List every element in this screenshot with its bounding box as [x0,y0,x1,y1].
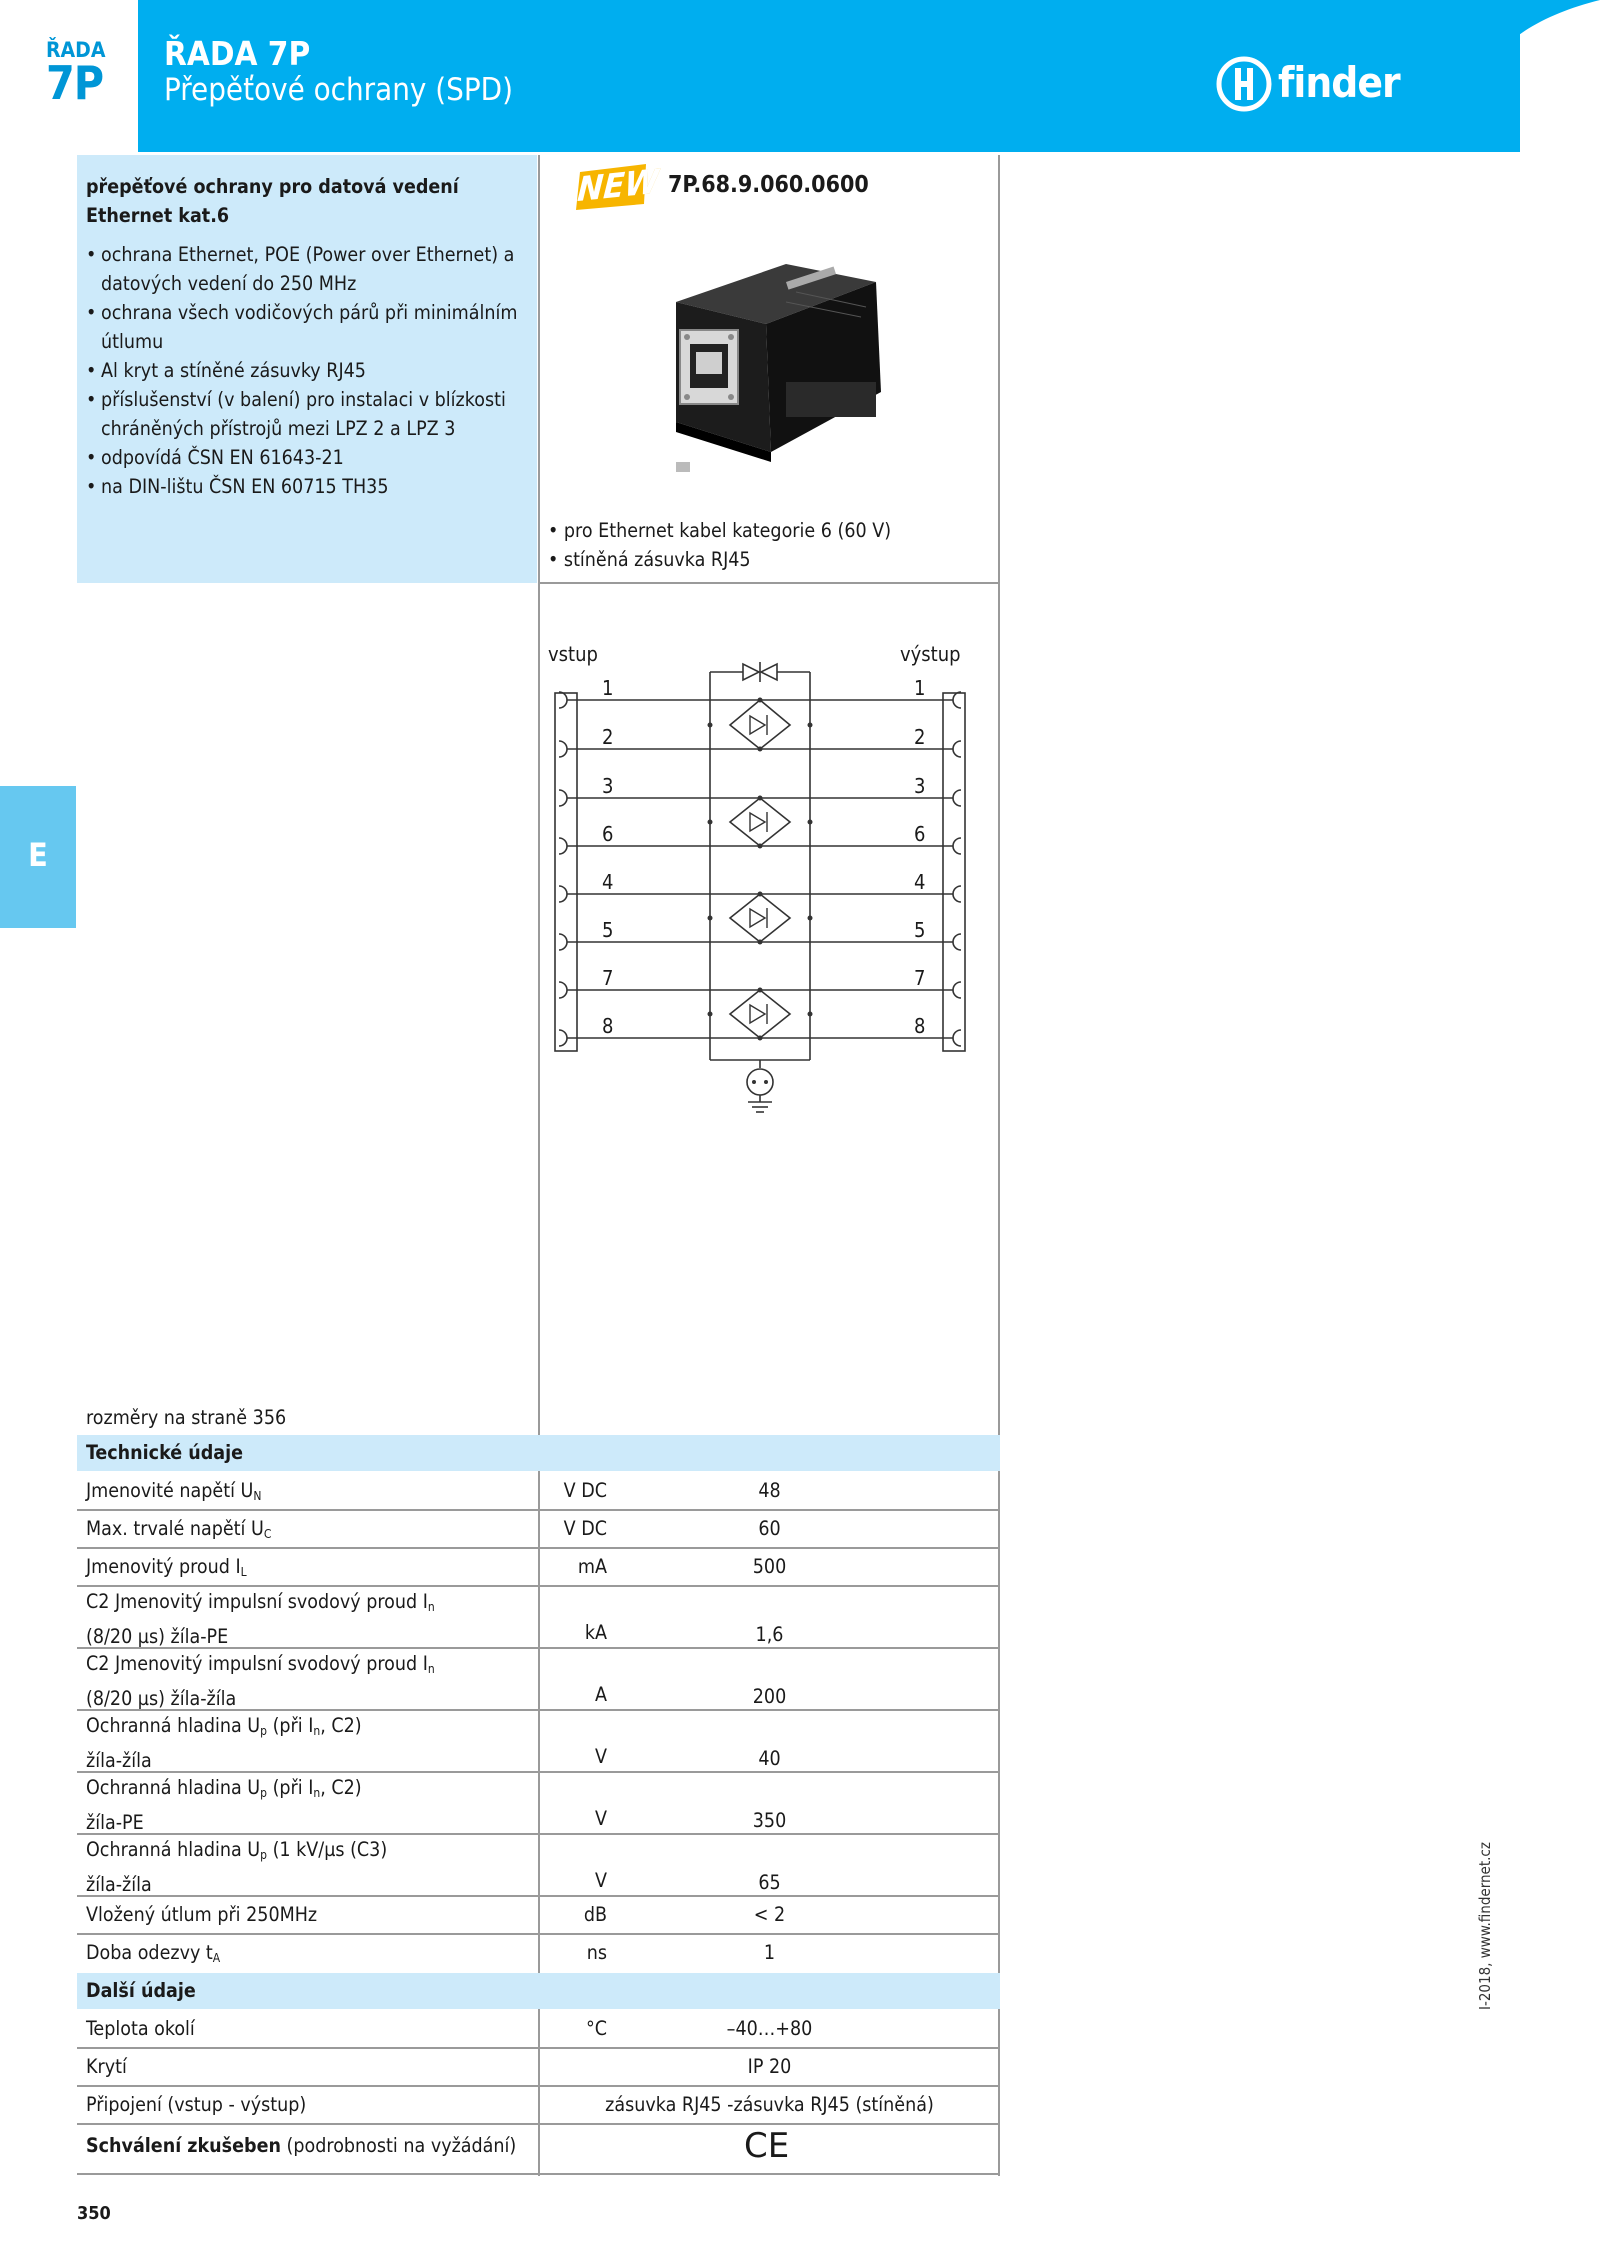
table-row [77,1511,1000,1549]
row-label: Ochranná hladina $U_p$ (při $I_n$, C2) žíla-PE [86,1776,362,1834]
series-label-big: 7P [46,56,104,110]
pin-label-left: 7 [602,966,614,990]
row-value: 65 [758,1871,781,1894]
row-unit: mA [577,1555,607,1578]
table-row [77,1897,1000,1935]
pin-label-left: 8 [602,1014,614,1038]
row-unit: V [595,1807,607,1830]
row-value: < 2 [753,1903,786,1926]
row-value: –40…+80 [726,2017,813,2040]
column-separator [538,582,1000,584]
pin-label-right: 8 [914,1014,926,1038]
row-label: Doba odezvy $t_A$ [86,1941,221,1965]
pin-label-right: 2 [914,725,926,749]
row-unit: V [595,1869,607,1892]
row-value: 350 [752,1809,787,1832]
row-label: Teplota okolí [86,2017,195,2040]
section-header-other: Další údaje [77,1973,1000,2009]
pin-label-right: 7 [914,966,926,990]
pin-label-left: 2 [602,725,614,749]
feature-item: • ochrana Ethernet, POE (Power over Ethernet) a datových vedení do 250 MHz [86,243,515,295]
row-unit: dB [583,1903,607,1926]
table-row [77,2049,1000,2087]
product-photo [636,262,886,492]
row-unit: °C [585,2017,607,2040]
row-value: 500 [752,1555,787,1578]
table-row [77,1649,1000,1711]
pin-label-left: 1 [602,676,614,700]
pin-label-left: 5 [602,918,614,942]
page-number: 350 [77,2203,111,2224]
row-label: Připojení (vstup - výstup) [86,2093,307,2116]
table-row [77,1549,1000,1587]
row-value: 1 [763,1941,776,1964]
pin-label-right: 4 [914,870,926,894]
table-row [77,1711,1000,1773]
approvals-label: Schválení zkušeben (podrobnosti na vyžádání) [86,2134,517,2157]
input-label: vstup [548,642,598,666]
feature-item: • ochrana všech vodičových párů při minimálním útlumu [86,301,518,353]
page-subtitle: Přepěťové ochrany (SPD) [164,72,514,108]
pin-label-left: 4 [602,870,614,894]
side-footer-text: I-2018, www.findernet.cz [1476,1842,1494,2010]
pin-label-right: 6 [914,822,926,846]
table-row [77,1587,1000,1649]
product-code: 7P.68.9.060.0600 [668,172,869,198]
row-value: IP 20 [747,2055,792,2078]
feature-item: • odpovídá ČSN EN 61643-21 [86,446,344,469]
output-label: výstup [900,642,961,666]
finder-logo-icon [1216,56,1272,112]
row-value: zásuvka RJ45 -zásuvka RJ45 (stíněná) [605,2093,934,2116]
table-row [77,2011,1000,2049]
feature-item: • na DIN-lištu ČSN EN 60715 TH35 [86,475,389,498]
pin-label-right: 5 [914,918,926,942]
pin-label-right: 3 [914,774,926,798]
row-label: C2 Jmenovitý impulsní svodový proud $I_n$ (8/20 µs) žíla-žíla [86,1652,435,1710]
table-row [77,2087,1000,2125]
row-label: Ochranná hladina $U_p$ (1 kV/µs (C3) žíla-žíla [86,1838,388,1896]
product-feature-item: • stíněná zásuvka RJ45 [548,548,751,571]
row-label: Vložený útlum při 250MHz [86,1903,318,1926]
pin-label-right: 1 [914,676,926,700]
table-row [77,1935,1000,1971]
table-row [77,1835,1000,1897]
row-label: Max. trvalé napětí $U_C$ [86,1517,272,1541]
row-value: 60 [758,1517,781,1540]
feature-item: • Al kryt a stíněné zásuvky RJ45 [86,359,366,382]
row-unit: V DC [563,1517,607,1540]
intro-heading: přepěťové ochrany pro datová vedení Ethernet kat.6 [86,175,459,227]
feature-item: • příslušenství (v balení) pro instalaci v blízkosti chráněných přístrojů mezi LPZ 2 a LPZ 3 [86,388,506,440]
row-unit: ns [586,1941,607,1964]
row-unit: kA [584,1621,607,1644]
pin-label-left: 3 [602,774,614,798]
section-tab-label: E [28,836,48,874]
ce-mark-icon: CE [744,2126,790,2166]
row-value: 48 [758,1479,781,1502]
new-badge: NEW [576,161,661,211]
dimensions-note: rozměry na straně 356 [86,1406,287,1429]
pin-label-left: 6 [602,822,614,846]
row-label: Jmenovité napětí $U_N$ [86,1479,262,1503]
series-label-small: ŘADA [46,38,106,62]
row-value: 1,6 [755,1623,784,1646]
logo-text: finder [1278,58,1400,107]
product-feature-item: • pro Ethernet kabel kategorie 6 (60 V) [548,519,892,542]
row-value: 40 [758,1747,781,1770]
page-title: ŘADA 7P [164,34,311,73]
row-label: Ochranná hladina $U_p$ (při $I_n$, C2) žíla-žíla [86,1714,362,1772]
row-label: C2 Jmenovitý impulsní svodový proud $I_n$ (8/20 µs) žíla-PE [86,1590,435,1648]
row-value: 200 [752,1685,787,1708]
row-unit: V DC [563,1479,607,1502]
row-label: Jmenovitý proud $I_L$ [86,1555,247,1579]
row-unit: A [595,1683,607,1706]
row-label: Krytí [86,2055,127,2078]
row-unit: V [595,1745,607,1768]
table-row [77,1473,1000,1511]
table-row [77,1773,1000,1835]
section-header-technical: Technické údaje [77,1435,1000,1471]
